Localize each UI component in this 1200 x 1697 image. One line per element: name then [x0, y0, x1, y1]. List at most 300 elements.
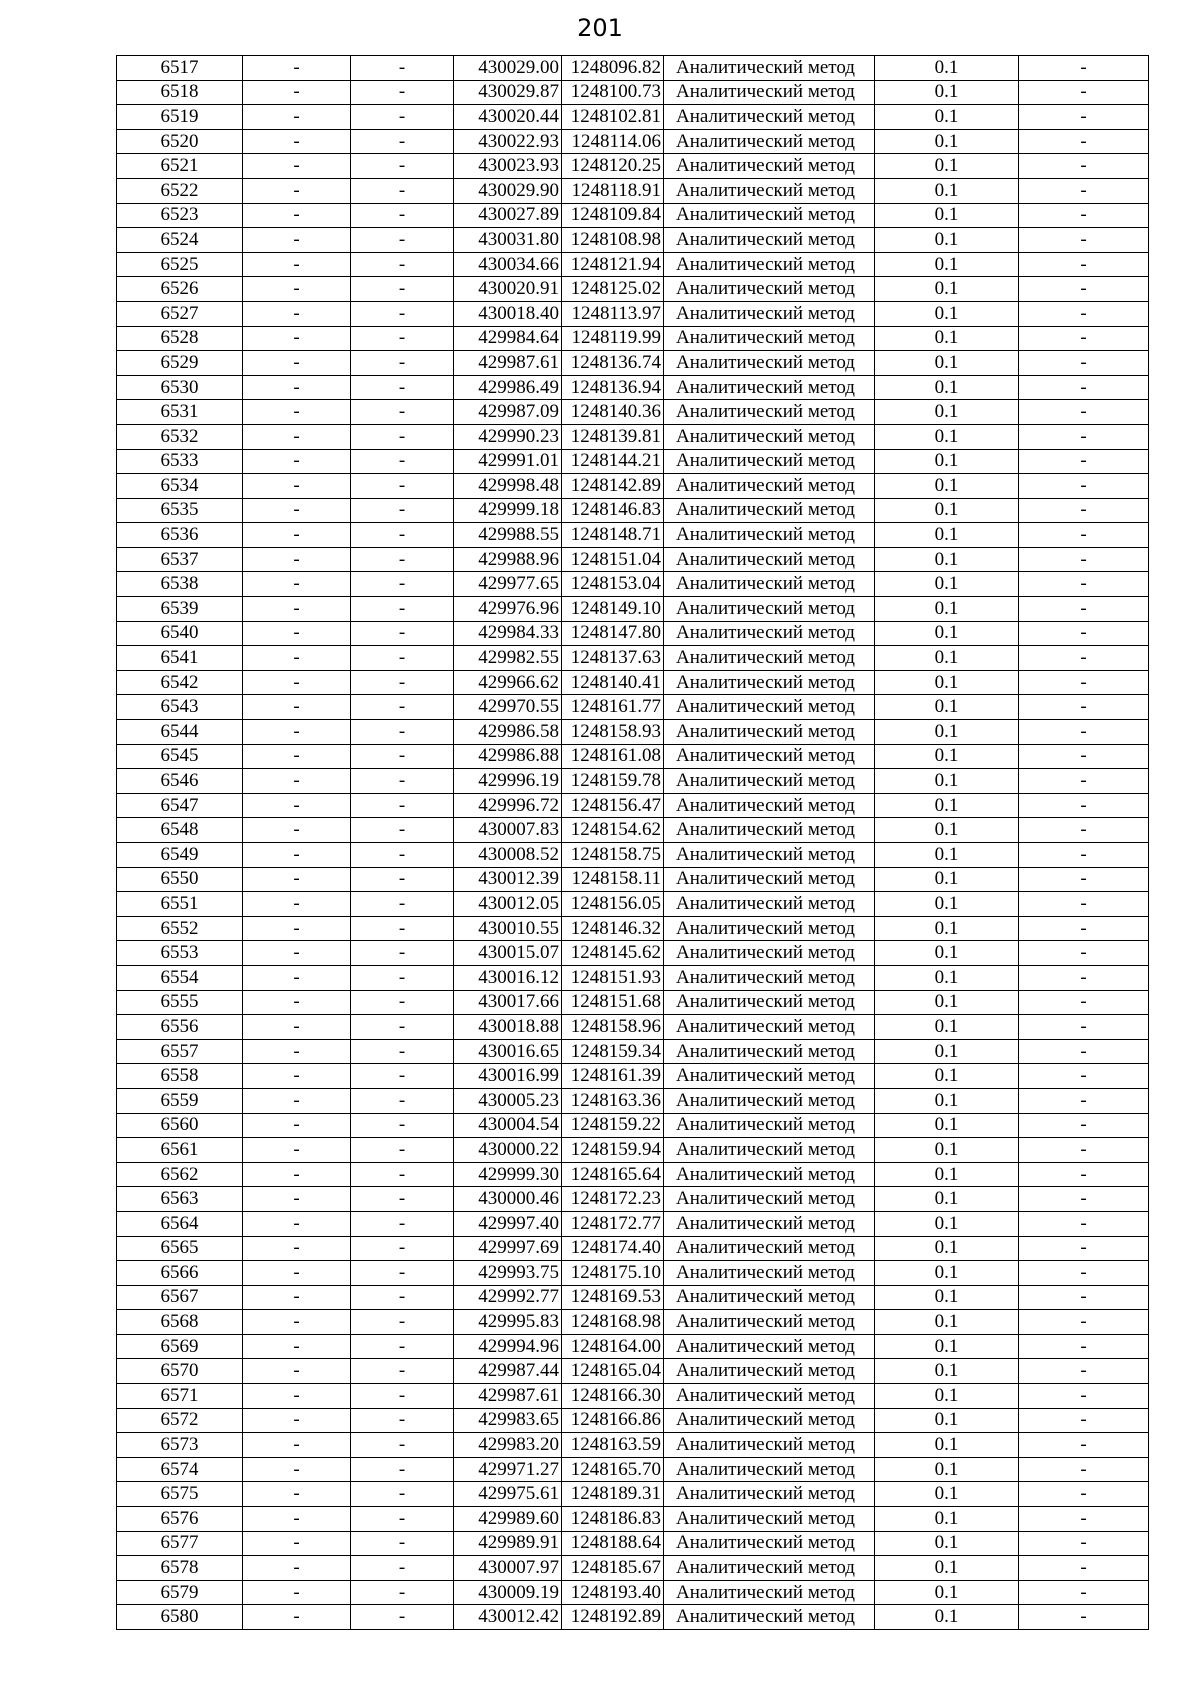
y-coordinate-cell: 1248125.02: [562, 277, 664, 302]
x-coordinate-cell: 430007.97: [454, 1556, 562, 1581]
method-cell: Аналитический метод: [664, 1064, 875, 1089]
x-coordinate-cell: 429989.91: [454, 1531, 562, 1556]
method-cell: Аналитический метод: [664, 1580, 875, 1605]
table-row: [117, 1285, 1149, 1310]
col2-cell: -: [243, 424, 351, 449]
x-coordinate-cell: 430016.99: [454, 1064, 562, 1089]
table-row: [117, 818, 1149, 843]
x-coordinate-cell: 429995.83: [454, 1310, 562, 1335]
x-coordinate-cell: 429987.09: [454, 400, 562, 425]
table-row: [117, 720, 1149, 745]
method-cell: Аналитический метод: [664, 1015, 875, 1040]
col2-cell: -: [243, 400, 351, 425]
y-coordinate-cell: 1248165.64: [562, 1162, 664, 1187]
col2-cell: -: [243, 1433, 351, 1458]
table-row: [117, 1359, 1149, 1384]
method-cell: Аналитический метод: [664, 916, 875, 941]
last-col-cell: -: [1019, 793, 1149, 818]
y-coordinate-cell: 1248161.39: [562, 1064, 664, 1089]
method-cell: Аналитический метод: [664, 867, 875, 892]
y-coordinate-cell: 1248159.78: [562, 769, 664, 794]
point-number-cell: 6535: [117, 498, 243, 523]
table-row: [117, 326, 1149, 351]
table-row: [117, 1334, 1149, 1359]
accuracy-cell: 0.1: [875, 1187, 1019, 1212]
col2-cell: -: [243, 1482, 351, 1507]
point-number-cell: 6532: [117, 424, 243, 449]
col3-cell: -: [351, 1088, 454, 1113]
col3-cell: -: [351, 129, 454, 154]
point-number-cell: 6528: [117, 326, 243, 351]
point-number-cell: 6554: [117, 965, 243, 990]
accuracy-cell: 0.1: [875, 1334, 1019, 1359]
x-coordinate-cell: 430012.39: [454, 867, 562, 892]
method-cell: Аналитический метод: [664, 695, 875, 720]
x-coordinate-cell: 429997.40: [454, 1211, 562, 1236]
accuracy-cell: 0.1: [875, 56, 1019, 81]
table-row: [117, 1605, 1149, 1630]
method-cell: Аналитический метод: [664, 597, 875, 622]
table-row: [117, 621, 1149, 646]
last-col-cell: -: [1019, 1457, 1149, 1482]
accuracy-cell: 0.1: [875, 1015, 1019, 1040]
table-row: [117, 1457, 1149, 1482]
point-number-cell: 6536: [117, 523, 243, 548]
accuracy-cell: 0.1: [875, 154, 1019, 179]
table-row: [117, 597, 1149, 622]
x-coordinate-cell: 429986.49: [454, 375, 562, 400]
col3-cell: -: [351, 597, 454, 622]
x-coordinate-cell: 429984.33: [454, 621, 562, 646]
col3-cell: -: [351, 965, 454, 990]
y-coordinate-cell: 1248158.96: [562, 1015, 664, 1040]
method-cell: Аналитический метод: [664, 400, 875, 425]
col2-cell: -: [243, 1187, 351, 1212]
col3-cell: -: [351, 793, 454, 818]
point-number-cell: 6548: [117, 818, 243, 843]
y-coordinate-cell: 1248164.00: [562, 1334, 664, 1359]
last-col-cell: -: [1019, 941, 1149, 966]
x-coordinate-cell: 430020.91: [454, 277, 562, 302]
x-coordinate-cell: 429990.23: [454, 424, 562, 449]
method-cell: Аналитический метод: [664, 228, 875, 253]
last-col-cell: -: [1019, 351, 1149, 376]
method-cell: Аналитический метод: [664, 769, 875, 794]
table-row: [117, 523, 1149, 548]
last-col-cell: -: [1019, 1556, 1149, 1581]
x-coordinate-cell: 430000.46: [454, 1187, 562, 1212]
col3-cell: -: [351, 547, 454, 572]
method-cell: Аналитический метод: [664, 1285, 875, 1310]
coordinates-table: [116, 55, 1149, 1630]
last-col-cell: -: [1019, 375, 1149, 400]
col3-cell: -: [351, 990, 454, 1015]
method-cell: Аналитический метод: [664, 646, 875, 671]
accuracy-cell: 0.1: [875, 1261, 1019, 1286]
x-coordinate-cell: 429996.19: [454, 769, 562, 794]
accuracy-cell: 0.1: [875, 1039, 1019, 1064]
table-row: [117, 547, 1149, 572]
method-cell: Аналитический метод: [664, 1162, 875, 1187]
y-coordinate-cell: 1248189.31: [562, 1482, 664, 1507]
point-number-cell: 6542: [117, 670, 243, 695]
last-col-cell: -: [1019, 621, 1149, 646]
method-cell: Аналитический метод: [664, 793, 875, 818]
last-col-cell: -: [1019, 301, 1149, 326]
col2-cell: -: [243, 105, 351, 130]
point-number-cell: 6543: [117, 695, 243, 720]
table-row: [117, 867, 1149, 892]
col2-cell: -: [243, 646, 351, 671]
accuracy-cell: 0.1: [875, 990, 1019, 1015]
accuracy-cell: 0.1: [875, 1531, 1019, 1556]
last-col-cell: -: [1019, 203, 1149, 228]
method-cell: Аналитический метод: [664, 1482, 875, 1507]
point-number-cell: 6545: [117, 744, 243, 769]
x-coordinate-cell: 430023.93: [454, 154, 562, 179]
col2-cell: -: [243, 203, 351, 228]
y-coordinate-cell: 1248149.10: [562, 597, 664, 622]
col2-cell: -: [243, 941, 351, 966]
x-coordinate-cell: 429975.61: [454, 1482, 562, 1507]
x-coordinate-cell: 429976.96: [454, 597, 562, 622]
table-row: [117, 941, 1149, 966]
last-col-cell: -: [1019, 1482, 1149, 1507]
col2-cell: -: [243, 56, 351, 81]
x-coordinate-cell: 430007.83: [454, 818, 562, 843]
col3-cell: -: [351, 56, 454, 81]
y-coordinate-cell: 1248139.81: [562, 424, 664, 449]
method-cell: Аналитический метод: [664, 720, 875, 745]
col2-cell: -: [243, 375, 351, 400]
y-coordinate-cell: 1248151.04: [562, 547, 664, 572]
accuracy-cell: 0.1: [875, 449, 1019, 474]
point-number-cell: 6557: [117, 1039, 243, 1064]
point-number-cell: 6518: [117, 80, 243, 105]
col3-cell: -: [351, 1408, 454, 1433]
method-cell: Аналитический метод: [664, 424, 875, 449]
last-col-cell: -: [1019, 129, 1149, 154]
last-col-cell: -: [1019, 1285, 1149, 1310]
method-cell: Аналитический метод: [664, 670, 875, 695]
point-number-cell: 6539: [117, 597, 243, 622]
y-coordinate-cell: 1248166.86: [562, 1408, 664, 1433]
x-coordinate-cell: 429993.75: [454, 1261, 562, 1286]
x-coordinate-cell: 430004.54: [454, 1113, 562, 1138]
x-coordinate-cell: 429999.18: [454, 498, 562, 523]
x-coordinate-cell: 429987.61: [454, 1384, 562, 1409]
table-row: [117, 474, 1149, 499]
method-cell: Аналитический метод: [664, 1261, 875, 1286]
accuracy-cell: 0.1: [875, 1088, 1019, 1113]
y-coordinate-cell: 1248172.23: [562, 1187, 664, 1212]
x-coordinate-cell: 429970.55: [454, 695, 562, 720]
accuracy-cell: 0.1: [875, 720, 1019, 745]
col2-cell: -: [243, 892, 351, 917]
accuracy-cell: 0.1: [875, 1605, 1019, 1630]
last-col-cell: -: [1019, 1211, 1149, 1236]
col3-cell: -: [351, 769, 454, 794]
col3-cell: -: [351, 178, 454, 203]
col2-cell: -: [243, 1457, 351, 1482]
method-cell: Аналитический метод: [664, 1556, 875, 1581]
col2-cell: -: [243, 916, 351, 941]
method-cell: Аналитический метод: [664, 1359, 875, 1384]
method-cell: Аналитический метод: [664, 498, 875, 523]
table-row: [117, 744, 1149, 769]
x-coordinate-cell: 430012.05: [454, 892, 562, 917]
col3-cell: -: [351, 621, 454, 646]
x-coordinate-cell: 430018.40: [454, 301, 562, 326]
accuracy-cell: 0.1: [875, 916, 1019, 941]
col3-cell: -: [351, 351, 454, 376]
last-col-cell: -: [1019, 990, 1149, 1015]
x-coordinate-cell: 429984.64: [454, 326, 562, 351]
x-coordinate-cell: 430029.00: [454, 56, 562, 81]
col2-cell: -: [243, 1039, 351, 1064]
y-coordinate-cell: 1248140.36: [562, 400, 664, 425]
point-number-cell: 6556: [117, 1015, 243, 1040]
point-number-cell: 6560: [117, 1113, 243, 1138]
col2-cell: -: [243, 793, 351, 818]
method-cell: Аналитический метод: [664, 56, 875, 81]
table-row: [117, 769, 1149, 794]
point-number-cell: 6576: [117, 1507, 243, 1532]
point-number-cell: 6559: [117, 1088, 243, 1113]
col2-cell: -: [243, 498, 351, 523]
x-coordinate-cell: 429998.48: [454, 474, 562, 499]
accuracy-cell: 0.1: [875, 80, 1019, 105]
col2-cell: -: [243, 1408, 351, 1433]
method-cell: Аналитический метод: [664, 1457, 875, 1482]
col2-cell: -: [243, 277, 351, 302]
x-coordinate-cell: 429999.30: [454, 1162, 562, 1187]
col3-cell: -: [351, 867, 454, 892]
col3-cell: -: [351, 1310, 454, 1335]
table-row: [117, 375, 1149, 400]
table-row: [117, 449, 1149, 474]
x-coordinate-cell: 430015.07: [454, 941, 562, 966]
point-number-cell: 6523: [117, 203, 243, 228]
y-coordinate-cell: 1248159.94: [562, 1138, 664, 1163]
col2-cell: -: [243, 1334, 351, 1359]
y-coordinate-cell: 1248148.71: [562, 523, 664, 548]
table-row: [117, 916, 1149, 941]
last-col-cell: -: [1019, 843, 1149, 868]
method-cell: Аналитический метод: [664, 621, 875, 646]
last-col-cell: -: [1019, 498, 1149, 523]
point-number-cell: 6522: [117, 178, 243, 203]
col3-cell: -: [351, 670, 454, 695]
col3-cell: -: [351, 1138, 454, 1163]
last-col-cell: -: [1019, 277, 1149, 302]
y-coordinate-cell: 1248102.81: [562, 105, 664, 130]
x-coordinate-cell: 429991.01: [454, 449, 562, 474]
method-cell: Аналитический метод: [664, 1531, 875, 1556]
y-coordinate-cell: 1248136.94: [562, 375, 664, 400]
col2-cell: -: [243, 80, 351, 105]
point-number-cell: 6527: [117, 301, 243, 326]
col2-cell: -: [243, 1138, 351, 1163]
col2-cell: -: [243, 1162, 351, 1187]
table-row: [117, 203, 1149, 228]
table-row: [117, 400, 1149, 425]
accuracy-cell: 0.1: [875, 1113, 1019, 1138]
last-col-cell: -: [1019, 105, 1149, 130]
last-col-cell: -: [1019, 867, 1149, 892]
x-coordinate-cell: 429988.55: [454, 523, 562, 548]
accuracy-cell: 0.1: [875, 277, 1019, 302]
table-row: [117, 1531, 1149, 1556]
point-number-cell: 6561: [117, 1138, 243, 1163]
x-coordinate-cell: 430008.52: [454, 843, 562, 868]
col2-cell: -: [243, 178, 351, 203]
accuracy-cell: 0.1: [875, 572, 1019, 597]
method-cell: Аналитический метод: [664, 474, 875, 499]
last-col-cell: -: [1019, 326, 1149, 351]
last-col-cell: -: [1019, 1334, 1149, 1359]
accuracy-cell: 0.1: [875, 178, 1019, 203]
point-number-cell: 6568: [117, 1310, 243, 1335]
last-col-cell: -: [1019, 228, 1149, 253]
table-row: [117, 228, 1149, 253]
table-row: [117, 1113, 1149, 1138]
y-coordinate-cell: 1248096.82: [562, 56, 664, 81]
point-number-cell: 6571: [117, 1384, 243, 1409]
last-col-cell: -: [1019, 1433, 1149, 1458]
y-coordinate-cell: 1248169.53: [562, 1285, 664, 1310]
col3-cell: -: [351, 744, 454, 769]
point-number-cell: 6555: [117, 990, 243, 1015]
method-cell: Аналитический метод: [664, 818, 875, 843]
method-cell: Аналитический метод: [664, 1138, 875, 1163]
col2-cell: -: [243, 1088, 351, 1113]
last-col-cell: -: [1019, 1531, 1149, 1556]
point-number-cell: 6547: [117, 793, 243, 818]
x-coordinate-cell: 429988.96: [454, 547, 562, 572]
col3-cell: -: [351, 1113, 454, 1138]
point-number-cell: 6519: [117, 105, 243, 130]
last-col-cell: -: [1019, 695, 1149, 720]
table-row: [117, 105, 1149, 130]
accuracy-cell: 0.1: [875, 1162, 1019, 1187]
y-coordinate-cell: 1248165.70: [562, 1457, 664, 1482]
accuracy-cell: 0.1: [875, 1482, 1019, 1507]
y-coordinate-cell: 1248151.93: [562, 965, 664, 990]
col3-cell: -: [351, 154, 454, 179]
col3-cell: -: [351, 1384, 454, 1409]
x-coordinate-cell: 430018.88: [454, 1015, 562, 1040]
last-col-cell: -: [1019, 1408, 1149, 1433]
table-row: [117, 1138, 1149, 1163]
method-cell: Аналитический метод: [664, 351, 875, 376]
method-cell: Аналитический метод: [664, 523, 875, 548]
col2-cell: -: [243, 1015, 351, 1040]
col2-cell: -: [243, 154, 351, 179]
x-coordinate-cell: 430022.93: [454, 129, 562, 154]
method-cell: Аналитический метод: [664, 744, 875, 769]
col3-cell: -: [351, 474, 454, 499]
last-col-cell: -: [1019, 916, 1149, 941]
last-col-cell: -: [1019, 400, 1149, 425]
col3-cell: -: [351, 1359, 454, 1384]
col3-cell: -: [351, 523, 454, 548]
method-cell: Аналитический метод: [664, 375, 875, 400]
col2-cell: -: [243, 1605, 351, 1630]
col2-cell: -: [243, 301, 351, 326]
table-row: [117, 965, 1149, 990]
last-col-cell: -: [1019, 547, 1149, 572]
col2-cell: -: [243, 695, 351, 720]
col3-cell: -: [351, 1605, 454, 1630]
x-coordinate-cell: 430031.80: [454, 228, 562, 253]
accuracy-cell: 0.1: [875, 1580, 1019, 1605]
method-cell: Аналитический метод: [664, 892, 875, 917]
method-cell: Аналитический метод: [664, 1334, 875, 1359]
method-cell: Аналитический метод: [664, 1088, 875, 1113]
accuracy-cell: 0.1: [875, 424, 1019, 449]
col3-cell: -: [351, 301, 454, 326]
table-row: [117, 1015, 1149, 1040]
col3-cell: -: [351, 203, 454, 228]
accuracy-cell: 0.1: [875, 1064, 1019, 1089]
point-number-cell: 6567: [117, 1285, 243, 1310]
point-number-cell: 6524: [117, 228, 243, 253]
table-row: [117, 1556, 1149, 1581]
y-coordinate-cell: 1248156.05: [562, 892, 664, 917]
last-col-cell: -: [1019, 1088, 1149, 1113]
x-coordinate-cell: 430029.87: [454, 80, 562, 105]
last-col-cell: -: [1019, 154, 1149, 179]
y-coordinate-cell: 1248163.59: [562, 1433, 664, 1458]
point-number-cell: 6544: [117, 720, 243, 745]
last-col-cell: -: [1019, 965, 1149, 990]
table-row: [117, 1482, 1149, 1507]
x-coordinate-cell: 429971.27: [454, 1457, 562, 1482]
col3-cell: -: [351, 449, 454, 474]
point-number-cell: 6562: [117, 1162, 243, 1187]
accuracy-cell: 0.1: [875, 1285, 1019, 1310]
col2-cell: -: [243, 818, 351, 843]
accuracy-cell: 0.1: [875, 818, 1019, 843]
col2-cell: -: [243, 1580, 351, 1605]
method-cell: Аналитический метод: [664, 965, 875, 990]
point-number-cell: 6572: [117, 1408, 243, 1433]
x-coordinate-cell: 430020.44: [454, 105, 562, 130]
y-coordinate-cell: 1248185.67: [562, 1556, 664, 1581]
point-number-cell: 6573: [117, 1433, 243, 1458]
table-row: [117, 1408, 1149, 1433]
y-coordinate-cell: 1248109.84: [562, 203, 664, 228]
accuracy-cell: 0.1: [875, 105, 1019, 130]
col2-cell: -: [243, 867, 351, 892]
y-coordinate-cell: 1248156.47: [562, 793, 664, 818]
accuracy-cell: 0.1: [875, 351, 1019, 376]
last-col-cell: -: [1019, 1162, 1149, 1187]
table-row: [117, 1211, 1149, 1236]
accuracy-cell: 0.1: [875, 375, 1019, 400]
table-row: [117, 572, 1149, 597]
point-number-cell: 6549: [117, 843, 243, 868]
page-number: 201: [577, 14, 623, 42]
point-number-cell: 6550: [117, 867, 243, 892]
method-cell: Аналитический метод: [664, 1187, 875, 1212]
y-coordinate-cell: 1248161.08: [562, 744, 664, 769]
accuracy-cell: 0.1: [875, 670, 1019, 695]
col3-cell: -: [351, 228, 454, 253]
table-row: [117, 80, 1149, 105]
accuracy-cell: 0.1: [875, 523, 1019, 548]
